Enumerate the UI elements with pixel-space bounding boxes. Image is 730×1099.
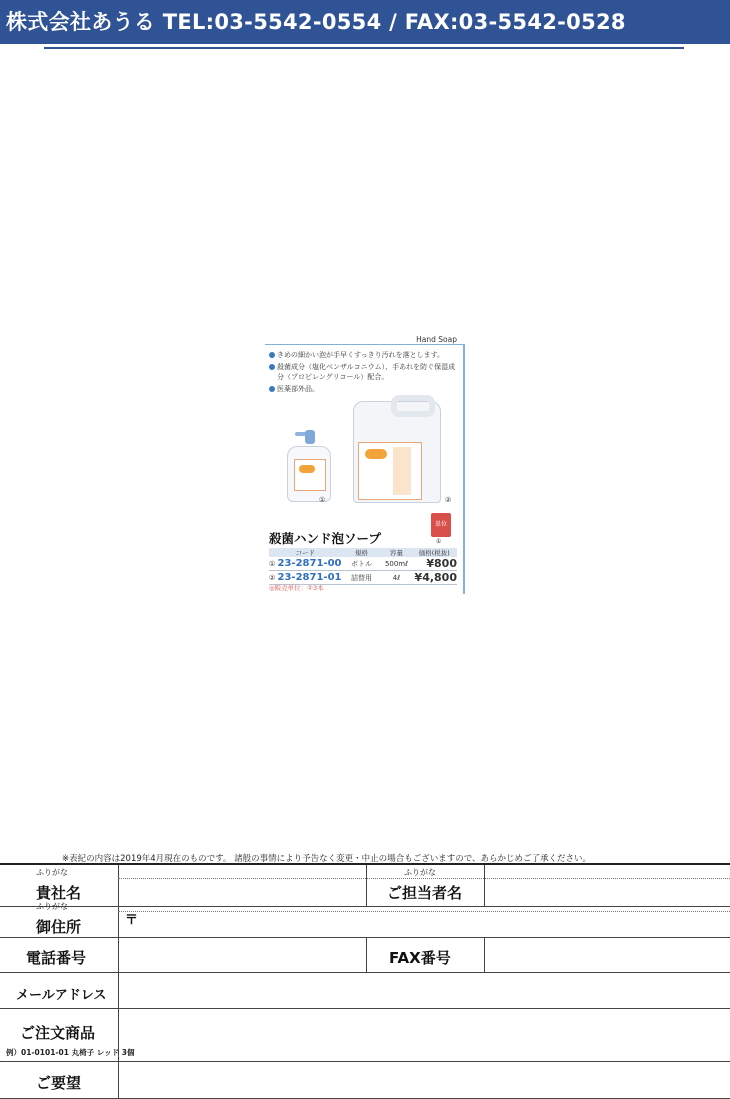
- company-furigana-label: ふりがな: [36, 868, 68, 877]
- category-side-bar: [463, 344, 465, 594]
- request-row: [0, 1062, 730, 1099]
- header-volume: 容量: [381, 548, 411, 557]
- email-label: メールアドレス: [16, 988, 107, 1003]
- price-table-header: [269, 548, 457, 557]
- bottle-body: [287, 446, 331, 502]
- fax-label: FAX番号: [389, 949, 451, 967]
- request-label: ご要望: [36, 1074, 82, 1092]
- order-example: 例）01-0101-01 丸椅子 レッド 3個: [6, 1048, 135, 1057]
- category-label: Hand Soap: [416, 335, 457, 344]
- row-code-cell: [269, 557, 341, 571]
- unit-badge: 単位: [431, 513, 451, 537]
- address-row: [0, 902, 730, 938]
- address-furigana-divider: [118, 911, 730, 912]
- pump-head: [305, 430, 315, 444]
- order-form: [0, 863, 730, 1099]
- email-input[interactable]: [118, 973, 730, 1008]
- fax-label-cell: [366, 938, 484, 972]
- order-input[interactable]: [118, 1009, 730, 1061]
- contact-label-cell: [366, 865, 484, 906]
- refill-tank-image: [353, 395, 441, 503]
- contact-label: ご担当者名: [387, 884, 463, 902]
- company-input[interactable]: [118, 865, 366, 906]
- address-furigana-label: ふりがな: [36, 902, 68, 911]
- category-rule: [265, 344, 465, 345]
- product-image: [271, 395, 457, 507]
- header-bar: [0, 0, 730, 44]
- row-volume: 500mℓ: [381, 557, 411, 571]
- header-spec: 規格: [341, 548, 381, 557]
- tank-label: [358, 442, 422, 500]
- header-price: 価格(税抜): [411, 548, 457, 557]
- phone-input[interactable]: [118, 938, 366, 972]
- order-row: [0, 1009, 730, 1062]
- product-code: 23-2871-00: [277, 558, 342, 569]
- price-table: [269, 548, 457, 585]
- pump-bottle-image: [285, 430, 333, 502]
- address-label: 御住所: [36, 918, 82, 936]
- fax-input[interactable]: [484, 938, 730, 972]
- row-volume: 4ℓ: [381, 571, 411, 585]
- image-number-2: ②: [445, 496, 452, 504]
- header-rule: [44, 47, 684, 49]
- row-price: ¥800: [411, 557, 457, 571]
- sales-unit-note: ◎販売単位：②3本: [269, 584, 324, 592]
- tank-handle: [391, 395, 435, 417]
- postal-mark: 〒: [125, 913, 139, 928]
- row-number: ①: [269, 560, 276, 568]
- product-title: 殺菌ハンド泡ソープ: [269, 531, 381, 546]
- image-number-1: ①: [319, 496, 326, 504]
- feature-item: 医薬部外品。: [269, 384, 457, 394]
- bottle-label: [294, 459, 326, 491]
- header-title: 株式会社あうる TEL:03-5542-0554 / FAX:03-5542-0528: [6, 10, 626, 34]
- row-spec: 詰替用: [341, 571, 381, 585]
- furigana-divider: [118, 878, 730, 879]
- request-input[interactable]: [118, 1062, 730, 1098]
- header-code: コード: [269, 548, 341, 557]
- feature-item: 殺菌成分（塩化ベンザルコニウム）、手あれを防ぐ保湿成分（プロピレングリコール）配合。: [269, 362, 457, 382]
- product-code: 23-2871-01: [277, 572, 342, 583]
- company-label: 貴社名: [36, 884, 82, 902]
- catalog-excerpt: [265, 333, 465, 595]
- contact-input[interactable]: [484, 865, 730, 906]
- tank-label-tag: [365, 449, 387, 459]
- row-spec: ボトル: [341, 557, 381, 571]
- row-number: ②: [269, 574, 276, 582]
- unit-badge-sub: ①: [436, 538, 442, 545]
- disclaimer-text: ※表紀の内容は2019年4月現在のものです。 諸般の事情により予告なく変更・中止の場合もございますので、あらかじめご了承ください。: [62, 854, 592, 864]
- feature-list: [269, 350, 457, 396]
- contact-furigana-label: ふりがな: [404, 868, 436, 877]
- phone-label: 電話番号: [26, 949, 87, 967]
- feature-item: きめの細かい泡が手早くすっきり汚れを落とします。: [269, 350, 457, 360]
- email-row: [0, 973, 730, 1009]
- row-price: ¥4,800: [411, 571, 457, 585]
- order-label: ご注文商品: [20, 1024, 96, 1042]
- table-row: [269, 557, 457, 571]
- phone-row: [0, 938, 730, 973]
- tank-label-stripe: [393, 447, 411, 495]
- company-row: [0, 865, 730, 907]
- bottle-label-tag: [299, 465, 315, 473]
